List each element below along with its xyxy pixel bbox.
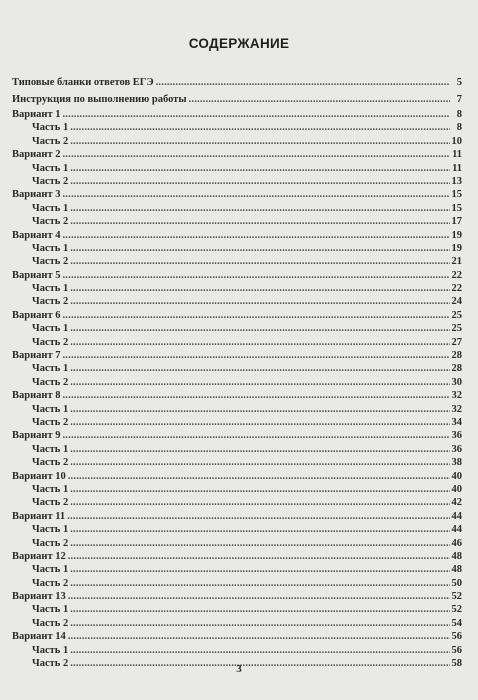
toc-part-page: 40 [451,483,462,495]
toc-part-page: 24 [451,296,462,308]
toc-variant-label: Вариант 1 [12,109,61,120]
dot-leader [68,470,450,483]
dot-leader [70,443,449,456]
toc-variant-label: Вариант 10 [12,470,66,482]
table-of-contents [12,74,462,670]
page-number: 3 [236,663,242,675]
toc-part-label: Часть 2 [32,497,69,509]
dot-leader [70,403,449,416]
toc-part[interactable] [12,496,462,509]
dot-leader [70,282,449,295]
toc-variant[interactable] [12,590,462,603]
toc-part[interactable] [12,121,462,134]
toc-variant-page: 36 [451,430,462,442]
toc-variant-label: Вариант 11 [12,510,66,522]
toc-part-page: 50 [451,577,462,589]
toc-part-page: 27 [451,336,462,348]
toc-part-label: Часть 1 [32,363,69,375]
toc-variant-page: 19 [451,229,462,241]
toc-variant-page: 8 [456,109,462,120]
toc-part-page: 46 [451,537,462,549]
toc-part-page: 21 [451,256,462,268]
dot-leader [67,510,449,523]
toc-variant-label: Вариант 7 [12,350,61,362]
toc-part-label: Часть 2 [32,216,69,228]
toc-variant[interactable] [12,188,462,201]
toc-variant-page: 48 [451,550,462,562]
dot-leader [62,229,449,242]
dot-leader [70,416,449,429]
toc-part-page: 11 [452,162,462,174]
toc-variant-label: Вариант 3 [12,189,61,201]
toc-part-label: Часть 1 [32,483,69,495]
toc-entry-page: 7 [456,94,462,105]
dot-leader [70,496,449,509]
dot-leader [70,577,449,590]
toc-part[interactable] [12,255,462,268]
toc-part-label: Часть 1 [32,323,69,335]
dot-leader [156,74,450,91]
toc-part-page: 58 [451,658,462,670]
toc-variant-page: 56 [451,631,462,643]
toc-variant-page: 25 [451,309,462,321]
toc-part[interactable] [12,295,462,308]
toc-part[interactable] [12,456,462,469]
toc-part-label: Часть 2 [32,336,69,348]
page-title: СОДЕРЖАНИЕ [188,36,290,51]
toc-variant-page: 15 [451,189,462,201]
toc-variant[interactable] [12,349,462,362]
toc-variant-label: Вариант 14 [12,631,66,643]
toc-variant-label: Вариант 8 [12,390,61,402]
dot-leader [70,162,450,175]
toc-part-page: 8 [456,122,462,134]
toc-part-page: 10 [451,135,462,147]
toc-part-label: Часть 1 [32,443,69,455]
toc-variant-label: Вариант 6 [12,309,61,321]
toc-variant-page: 52 [451,591,462,603]
dot-leader [70,603,449,616]
toc-variant[interactable] [12,429,462,442]
toc-part[interactable] [12,443,462,456]
variant-list [12,108,462,670]
toc-variant-page: 22 [451,269,462,281]
toc-part[interactable] [12,202,462,215]
toc-part-label: Часть 2 [32,416,69,428]
toc-variant[interactable] [12,470,462,483]
toc-part-label: Часть 2 [32,537,69,549]
toc-part-label: Часть 2 [32,617,69,629]
dot-leader [70,255,449,268]
toc-part[interactable] [12,416,462,429]
toc-part[interactable] [12,603,462,616]
toc-part-page: 42 [451,497,462,509]
toc-part-page: 30 [451,376,462,388]
dot-leader [70,242,449,255]
dot-leader [70,295,449,308]
dot-leader [62,148,450,161]
dot-leader [70,362,449,375]
toc-part-page: 54 [451,617,462,629]
toc-part-page: 22 [451,283,462,295]
toc-part-page: 13 [451,175,462,187]
toc-variant[interactable] [12,269,462,282]
toc-part[interactable] [12,135,462,148]
toc-variant-page: 11 [452,149,462,161]
toc-part-page: 38 [451,457,462,469]
dot-leader [189,91,450,108]
toc-part[interactable] [12,403,462,416]
toc-variant-label: Вариант 5 [12,269,61,281]
toc-variant[interactable] [12,630,462,643]
toc-part-label: Часть 2 [32,296,69,308]
toc-variant-label: Вариант 9 [12,430,61,442]
dot-leader [70,537,449,550]
dot-leader [70,202,449,215]
dot-leader [70,644,449,657]
toc-part-label: Часть 2 [32,376,69,388]
dot-leader [62,349,449,362]
dot-leader [70,121,450,134]
toc-part[interactable] [12,336,462,349]
toc-part-label: Часть 2 [32,135,69,147]
toc-part[interactable] [12,563,462,576]
toc-variant-label: Вариант 2 [12,149,61,161]
dot-leader [70,376,449,389]
toc-part-page: 17 [451,216,462,228]
toc-part-label: Часть 1 [32,283,69,295]
toc-part-page: 52 [451,604,462,616]
toc-variant[interactable] [12,229,462,242]
toc-part-label: Часть 1 [32,403,69,415]
dot-leader [70,483,449,496]
toc-part-label: Часть 1 [32,564,69,576]
toc-part[interactable] [12,175,462,188]
dot-leader [62,309,449,322]
toc-part-page: 32 [451,403,462,415]
toc-variant[interactable] [12,148,462,161]
toc-part[interactable] [12,577,462,590]
dot-leader [68,590,450,603]
toc-part[interactable] [12,644,462,657]
toc-variant-label: Вариант 4 [12,229,61,241]
dot-leader [70,456,449,469]
toc-variant-page: 40 [451,470,462,482]
toc-part-page: 36 [451,443,462,455]
toc-part-page: 48 [451,564,462,576]
toc-entry[interactable] [12,74,462,91]
toc-variant-page: 44 [451,510,462,522]
toc-part-label: Часть 2 [32,658,69,670]
toc-part-page: 56 [451,644,462,656]
toc-variant-label: Вариант 12 [12,550,66,562]
toc-part-label: Часть 1 [32,162,69,174]
dot-leader [70,563,449,576]
toc-variant-page: 32 [451,390,462,402]
dot-leader [70,336,449,349]
dot-leader [70,523,449,536]
toc-part-label: Часть 1 [32,242,69,254]
toc-part-label: Часть 1 [32,524,69,536]
toc-part-label: Часть 2 [32,256,69,268]
dot-leader [70,322,449,335]
toc-variant[interactable] [12,510,462,523]
toc-variant[interactable] [12,108,462,121]
toc-part[interactable] [12,322,462,335]
toc-part-page: 28 [451,363,462,375]
dot-leader [68,550,450,563]
dot-leader [70,215,449,228]
toc-variant[interactable] [12,550,462,563]
toc-entry-label: Инструкция по выполнению работы [12,94,187,105]
dot-leader [62,389,449,402]
dot-leader [62,108,450,121]
toc-entry-label: Типовые бланки ответов ЕГЭ [12,77,154,88]
dot-leader [62,429,449,442]
toc-part[interactable] [12,242,462,255]
toc-part-label: Часть 1 [32,122,69,134]
toc-variant-page: 28 [451,350,462,362]
dot-leader [70,135,449,148]
toc-part[interactable] [12,162,462,175]
toc-entry-page: 5 [456,77,462,88]
toc-part[interactable] [12,362,462,375]
dot-leader [68,630,450,643]
toc-part[interactable] [12,215,462,228]
toc-part[interactable] [12,376,462,389]
toc-part-page: 25 [451,323,462,335]
toc-part[interactable] [12,617,462,630]
toc-part-page: 19 [451,242,462,254]
toc-variant-label: Вариант 13 [12,591,66,603]
dot-leader [70,617,449,630]
toc-part-label: Часть 2 [32,175,69,187]
toc-entry[interactable] [12,91,462,108]
toc-part[interactable] [12,537,462,550]
toc-part-label: Часть 1 [32,202,69,214]
dot-leader [62,188,449,201]
toc-variant[interactable] [12,389,462,402]
toc-part-label: Часть 2 [32,457,69,469]
toc-part-page: 44 [451,524,462,536]
toc-variant[interactable] [12,309,462,322]
dot-leader [70,175,449,188]
toc-part-label: Часть 2 [32,577,69,589]
toc-part-label: Часть 1 [32,644,69,656]
toc-part-page: 34 [451,416,462,428]
toc-part[interactable] [12,483,462,496]
toc-part[interactable] [12,523,462,536]
toc-part-label: Часть 1 [32,604,69,616]
toc-part[interactable] [12,282,462,295]
toc-part-page: 15 [451,202,462,214]
dot-leader [62,269,449,282]
